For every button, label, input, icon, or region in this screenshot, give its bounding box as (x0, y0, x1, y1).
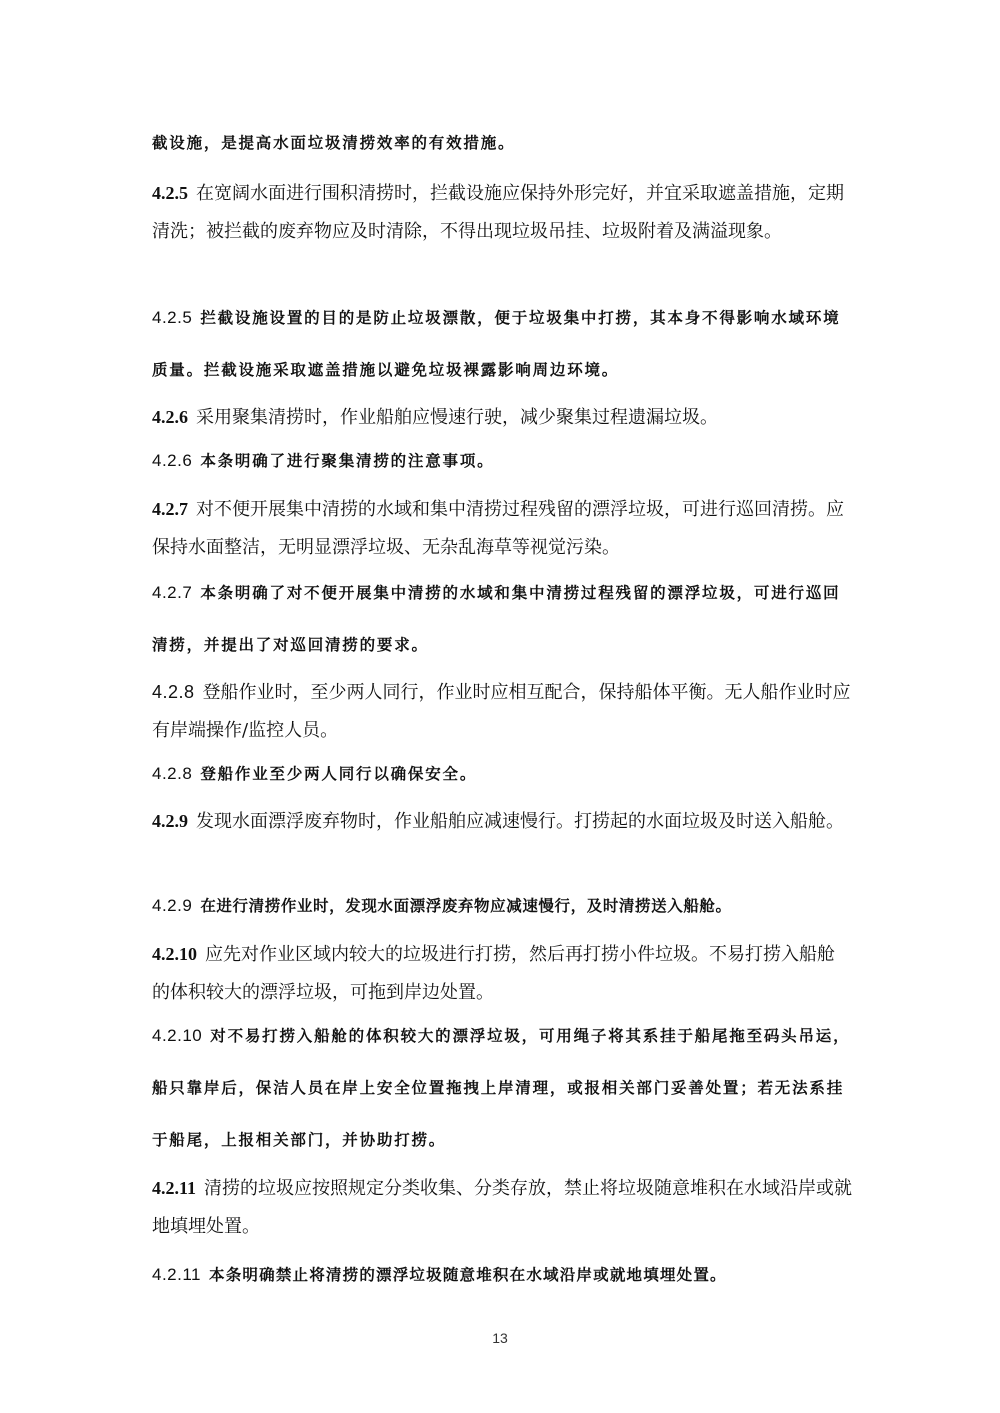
paragraph-text: 本条明确了进行聚集清捞的注意事项。 (200, 452, 495, 470)
comment-clause-4-2-9 (152, 887, 852, 925)
clause-number: 4.2.11 (152, 1178, 197, 1198)
paragraph-text: 本条明确了对不便开展集中清捞的水域和集中清捞过程残留的漂浮垃圾，可进行巡回清捞，并提出了对巡回清捞的要求。 (152, 584, 841, 654)
comment-clause-4-2-8 (152, 755, 852, 793)
clause-number: 4.2.7 (152, 583, 193, 602)
clause-number: 4.2.9 (152, 811, 188, 831)
standard-clause-4-2-10 (152, 935, 852, 1012)
paragraph-text: 对不易打捞入船舱的体积较大的漂浮垃圾，可用绳子将其系挂于船尾拖至码头吊运，船只靠岸后，保洁人员在岸上安全位置拖拽上岸清理，或报相关部门妥善处置；若无法系挂于船尾，上报相关部门，并协助打捞。 (152, 1027, 851, 1149)
paragraph-text: 截设施，是提高水面垃圾清捞效率的有效措施。 (152, 134, 516, 152)
clause-number: 4.2.5 (152, 308, 193, 327)
standard-clause-4-2-7 (152, 490, 852, 567)
comment-clause-4-2-6 (152, 442, 852, 480)
clause-number: 4.2.9 (152, 896, 193, 915)
paragraph-text: 采用聚集清捞时，作业船舶应慢速行驶，减少聚集过程遗漏垃圾。 (196, 407, 718, 428)
clause-number: 4.2.8 (152, 682, 195, 702)
clause-number: 4.2.8 (152, 764, 193, 783)
comment-clause-4-2-7 (152, 567, 852, 671)
clause-number: 4.2.5 (152, 183, 188, 203)
page-number: 13 (492, 1330, 508, 1346)
clause-number: 4.2.6 (152, 407, 188, 427)
clause-number: 4.2.6 (152, 451, 193, 470)
standard-clause-4-2-6 (152, 398, 852, 437)
paragraph-text: 在进行清捞作业时，发现水面漂浮废弃物应减速慢行，及时清捞送入船舱。 (200, 897, 732, 915)
comment-paragraph (152, 124, 852, 162)
standard-clause-4-2-9 (152, 802, 852, 841)
clause-number: 4.2.7 (152, 499, 188, 519)
clause-number: 4.2.10 (152, 944, 197, 964)
standard-clause-4-2-8 (152, 673, 852, 750)
clause-number: 4.2.10 (152, 1026, 203, 1045)
paragraph-text: 登船作业时，至少两人同行，作业时应相互配合，保持船体平衡。无人船作业时应有岸端操作/监控人员。 (152, 682, 851, 741)
paragraph-text: 对不便开展集中清捞的水域和集中清捞过程残留的漂浮垃圾，可进行巡回清捞。应保持水面整洁，无明显漂浮垃圾、无杂乱海草等视觉污染。 (152, 499, 844, 558)
clause-number: 4.2.11 (152, 1265, 202, 1284)
paragraph-text: 应先对作业区域内较大的垃圾进行打捞，然后再打捞小件垃圾。不易打捞入船舱的体积较大的漂浮垃圾，可拖到岸边处置。 (152, 944, 835, 1003)
paragraph-text: 发现水面漂浮废弃物时，作业船舶应减速慢行。打捞起的水面垃圾及时送入船舱。 (196, 811, 844, 832)
paragraph-text: 拦截设施设置的目的是防止垃圾漂散，便于垃圾集中打捞，其本身不得影响水域环境质量。拦截设施采取遮盖措施以避免垃圾裸露影响周边环境。 (152, 309, 841, 379)
paragraph-text: 清捞的垃圾应按照规定分类收集、分类存放，禁止将垃圾随意堆积在水域沿岸或就地填埋处置。 (152, 1178, 853, 1237)
paragraph-text: 在宽阔水面进行围积清捞时，拦截设施应保持外形完好，并宜采取遮盖措施，定期清洗；被拦截的废弃物应及时清除，不得出现垃圾吊挂、垃圾附着及满溢现象。 (152, 183, 844, 242)
comment-clause-4-2-11 (152, 1256, 852, 1294)
comment-clause-4-2-10 (152, 1010, 852, 1166)
paragraph-text: 登船作业至少两人同行以确保安全。 (200, 765, 478, 783)
standard-clause-4-2-11 (152, 1169, 852, 1246)
standard-clause-4-2-5 (152, 174, 852, 251)
paragraph-text: 本条明确禁止将清捞的漂浮垃圾随意堆积在水域沿岸或就地填埋处置。 (209, 1266, 727, 1284)
comment-clause-4-2-5 (152, 292, 852, 396)
